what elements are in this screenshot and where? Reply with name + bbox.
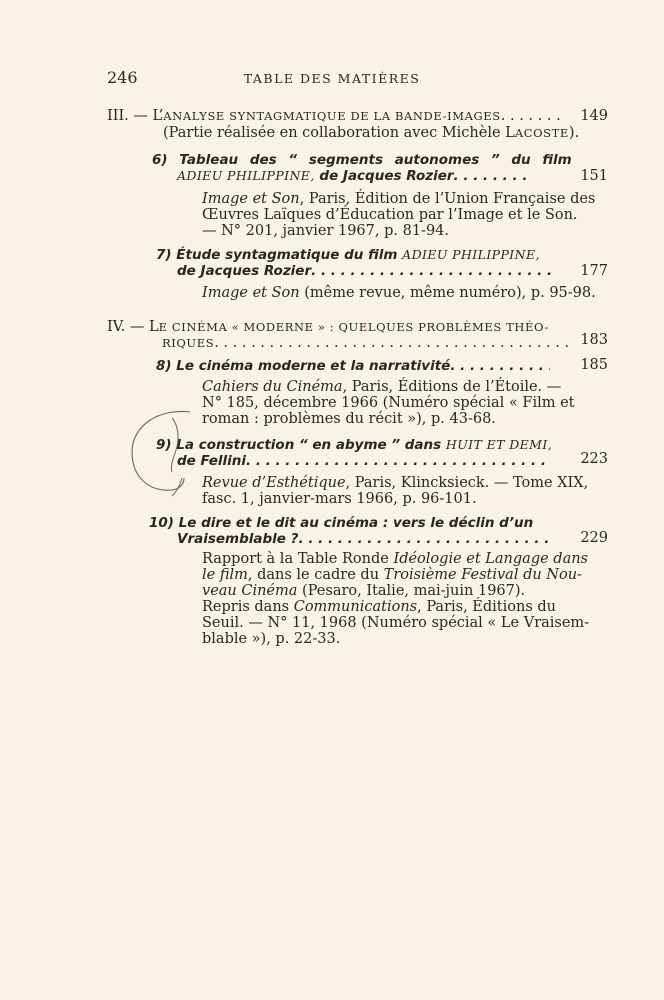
entry-8-ref-line2: N° 185, décembre 1966 (Numéro spécial « Film et — [202, 395, 575, 411]
entry-7-number: 7) — [156, 247, 172, 263]
entry-10-ref-line1: Rapport à la Table Ronde — [202, 551, 394, 567]
entry-10-ref-journal: Communications — [293, 599, 418, 615]
entry-7-page: 177 — [580, 263, 608, 279]
entry-10-ref-line4-end: , Paris, Éditions du — [417, 599, 557, 615]
entry-9-author: de Fellini — [177, 453, 246, 469]
entry-6-ref-line1: , Paris, Édition de l’Union Française des — [299, 191, 596, 207]
entry-10-ref-title-cont: le film — [202, 567, 248, 583]
section-iii-title-cap: L’ — [152, 108, 164, 124]
section-iii-title: ANALYSE SYNTAGMATIQUE DE LA BANDE-IMAGES — [163, 109, 501, 123]
entry-10-ref-festival-cont: veau Cinéma — [202, 583, 298, 599]
section-iv-title-cont: RIQUES — [162, 336, 215, 350]
entry-8-ref-line3: roman : problèmes du récit »), p. 43-68. — [202, 411, 496, 427]
entry-9-ref-line1: , Paris, Klincksieck. — Tome XIX, — [345, 475, 589, 491]
entry-8-ref-line1: , Paris, Éditions de l’Étoile. — — [342, 379, 562, 395]
entry-10-ref-festival: Troisième Festival du Nou- — [383, 567, 582, 583]
running-title: TABLE DES MATIÈRES — [243, 71, 421, 86]
pencil-stroke — [171, 418, 178, 472]
note-suffix: ). — [568, 125, 580, 141]
section-iv-title-cap: L — [149, 319, 159, 335]
entry-10-ref-line4: Repris dans — [202, 599, 294, 615]
entry-8-page: 185 — [580, 357, 608, 373]
entry-6-number: 6) — [152, 152, 168, 168]
entry-6-film: ADIEU PHILIPPINE, — [177, 168, 315, 183]
section-iv-page: 183 — [580, 332, 608, 348]
entry-9-ref-journal: Revue d’Esthétique — [202, 475, 346, 491]
section-iv-dash: — — [129, 319, 145, 335]
entry-6-ref-line3: — N° 201, janvier 1967, p. 81-94. — [202, 223, 450, 239]
note-name-cap: L — [505, 125, 515, 141]
entry-7-ref-journal: Image et Son — [202, 285, 300, 301]
entry-9-title: La construction “ en abyme ” dans — [176, 437, 442, 453]
entry-10-title-cont: Vraisemblable ? — [177, 531, 299, 547]
section-iii-page: 149 — [580, 108, 608, 124]
section-iv-title: E CINÉMA « MODERNE » : QUELQUES PROBLÈMES THÉO- — [158, 320, 549, 334]
entry-10-title: Le dire et le dit au cinéma : vers le déclin d’un — [178, 515, 534, 531]
section-iv-numeral: IV. — [107, 319, 126, 335]
entry-6-title: Tableau des “ segments autonomes ” du film — [179, 152, 572, 168]
entry-10-ref-line2: , dans le cadre du — [247, 567, 384, 583]
section-iii-numeral: III. — [107, 108, 129, 124]
entry-9-film: HUIT ET DEMI, — [445, 437, 553, 452]
entry-7-ref-line1: (même revue, même numéro), p. 95-98. — [299, 285, 596, 301]
entry-10-ref-line5: Seuil. — N° 11, 1968 (Numéro spécial « Le Vraisem- — [202, 615, 590, 631]
entry-10-ref-line6: blable »), p. 22-33. — [202, 631, 341, 647]
entry-6-page: 151 — [580, 168, 608, 184]
entry-8-ref-journal: Cahiers du Cinéma — [202, 379, 343, 395]
entry-8-title-text: Le cinéma moderne et la narrativité — [176, 358, 451, 374]
page-number: 246 — [107, 68, 138, 87]
note-name: ACOSTE — [514, 126, 569, 140]
entry-10-number: 10) — [149, 515, 174, 531]
entry-7-film: ADIEU PHILIPPINE, — [402, 247, 540, 262]
entry-10-page: 229 — [580, 530, 608, 546]
entry-6-ref-journal: Image et Son — [202, 191, 300, 207]
pencil-arc — [132, 411, 190, 490]
entry-10-ref-title: Idéologie et Langage dans — [393, 551, 589, 567]
entry-7-author: de Jacques Rozier — [177, 263, 312, 279]
entry-6-author: de Jacques Rozier — [319, 168, 454, 184]
entry-8-number: 8) — [156, 358, 172, 374]
entry-9-page: 223 — [580, 451, 608, 467]
entry-10-ref-line3: (Pesaro, Italie, mai-juin 1967). — [297, 583, 526, 599]
entry-9-ref-line2: fasc. 1, janvier-mars 1966, p. 96-101. — [202, 491, 477, 507]
note-text: (Partie réalisée en collaboration avec Michèle — [163, 125, 506, 141]
entry-9-number: 9) — [156, 437, 172, 453]
entry-6-ref-line2: Œuvres Laïques d’Éducation par l’Image et le Son. — [202, 207, 578, 223]
entry-7-title: Étude syntagmatique du film — [176, 247, 398, 263]
section-iii-dash: — — [133, 108, 148, 124]
